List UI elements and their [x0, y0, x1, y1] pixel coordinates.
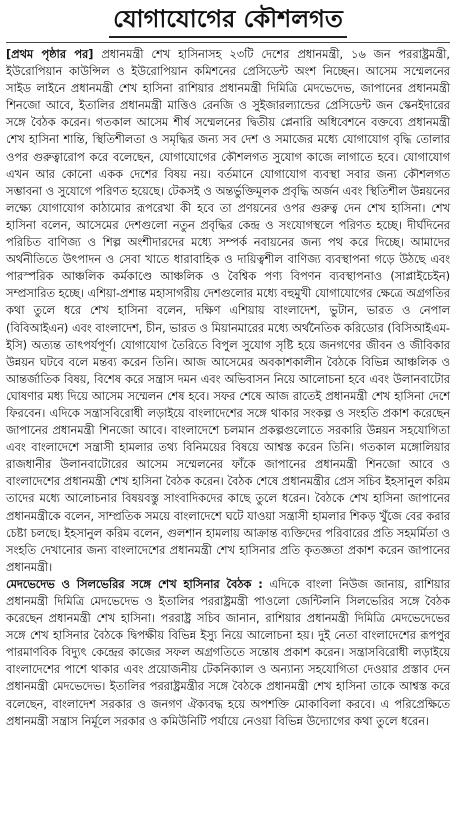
paragraph-2-text: এদিকে বাংলা নিউজ জানায়, রাশিয়ার প্রধানমন্ত্রী দিমিত্রি মেদভেদেভ ও ইতালির পররাষ্ট্রমন্ত্রী পাওলো জেন্টিলনি সিলভেরির সঙ্গে বৈঠক করেছেন প্রধানমন্ত্রী শেখ হাসিনা। পররাষ্ট্র সচিব জানান, রাশিয়ার প্রধানমন্ত্রী দিমিত্রি মেদভেদেভের সঙ্গে শেখ হাসিনার বৈঠকে দ্বিপক্ষীয় বিভিন্ন ইস্যু নিয়ে আলোচনা হয়। দুই নেতা বাংলাদেশের রূপপুর পারমাণবিক বিদ্যুৎ কেন্দ্রের কাজের সফল অগ্রগতিতে সন্তোষ প্রকাশ করেন। সন্ত্রাসবিরোধী লড়াইয়ে বাংলাদেশের পাশে থাকার এবং প্রয়োজনীয় টেকনিক্যাল ও অন্যান্য সহযোগিতা দেওয়ার প্রস্তাব দেন প্রধানমন্ত্রী মেদভেদেভ। ইতালির পররাষ্ট্রমন্ত্রীর সঙ্গে বৈঠকে প্রধানমন্ত্রী শেখ হাসিনা তাকে আশ্বস্ত করে বলেছেন, বাংলাদেশ সরকার ও জনগণ ঐক্যবদ্ধ হয়ে অপশক্তি মোকাবিলা করবে। এ পরিপ্রেক্ষিতে প্রধানমন্ত্রী সন্ত্রাস নির্মূলে সরকার ও কমিউনিটি পর্যায়ে নেওয়া বিভিন্ন উদ্যোগের কথা তুলে ধরেন। — [6, 577, 451, 728]
article-paragraph-2 — [6, 576, 450, 730]
headline-container — [6, 2, 450, 42]
article-body — [6, 46, 450, 730]
continuation-tag: [প্রথম পৃষ্ঠার পর] — [6, 48, 94, 61]
sub-heading: মেদভেদেভ ও সিলভেরির সঙ্গে শেখ হাসিনার বৈঠক : — [6, 577, 263, 591]
paragraph-1-text: প্রধানমন্ত্রী শেখ হাসিনাসহ ২৩টি দেশের প্রধানমন্ত্রী, ১৬ জন পররাষ্ট্রমন্ত্রী, ইউরোপিয়ান কাউন্সিল ও ইউরোপিয়ান কমিশনের প্রেসিডেন্ট অংশ নিচ্ছেন। আসেম সম্মেলনের সাইড লাইনে প্রধানমন্ত্রী শেখ হাসিনা রাশিয়ার প্রধানমন্ত্রী দিমিত্রি মেদভেদেভ, জাপানের প্রধানমন্ত্রী শিনজো আবে, ইতালির প্রধানমন্ত্রী মাত্তিও রেনজি ও সুইজারল্যান্ডের প্রেসিডেন্ট জন স্কেনইদারের সঙ্গে বৈঠক করেন। গতকাল আসেম শীর্ষ সম্মেলনের দ্বিতীয় প্লেনারি অধিবেশনে বক্তব্যে প্রধানমন্ত্রী শেখ হাসিনা শান্তি, স্থিতিশীলতা ও সমৃদ্ধির জন্য সব দেশ ও সমাজের মধ্যে যোগাযোগ বৃদ্ধি তোলার ওপর গুরুত্বারোপ করে বলেছেন, যোগাযোগের কৌশলগত সুযোগ কাজে লাগাতে হবে। যোগাযোগ এখন আর কোনো একক দেশের বিষয় নয়। বর্তমানে যোগাযোগ ব্যবস্থা সবার জন্য কৌশলগত সম্ভাবনা ও সুযোগে পরিণত হয়েছে। টেকসই ও অন্তর্ভুক্তিমূলক প্রবৃদ্ধি অর্জন এবং স্থিতিশীল উন্নয়নের লক্ষ্যে যোগাযোগ কাঠামোর রূপরেখা কী হবে তা প্রণয়নের ওপর গুরুত্ব দেন শেখ হাসিনা। শেখ হাসিনা বলেন, আসেমের দেশগুলো নতুন প্রবৃদ্ধির কেন্দ্র ও সংযোগস্থলে পরিণত হচ্ছে। দীর্ঘদিনের পরিচিত বাণিজ্য ও শিল্প অংশীদারদের মধ্যে সম্পর্ক নবায়নের জন্য পথ করে দিচ্ছে। আমাদের অর্থনীতিতে উৎপাদন ও সেবা খাতে ধারাবাহিক ও দায়িত্বশীল বাণিজ্য ব্যবস্থাপনা গড়ে উঠছে এবং পারস্পরিক আঞ্চলিক কর্মকাণ্ডে আঞ্চলিক ও বৈশ্বিক পণ্য বিপণন ব্যবস্থাপনাও (সাপ্লাইচেইন) সম্প্রসারিত হচ্ছে। এশিয়া-প্রশান্ত মহাসাগরীয় দেশগুলোর মধ্যে বহুমুখী যোগাযোগের ক্ষেত্রে অগ্রগতির কথা তুলে ধরে শেখ হাসিনা বলেন, দক্ষিণ এশিয়ায় বাংলাদেশ, ভুটান, ভারত ও নেপাল (বিবিআইএন) এবং বাংলাদেশ, চীন, ভারত ও মিয়ানমারের মধ্যে অর্থনৈতিক করিডোর (বিসিআইএম-ইসি) অত্যন্ত তাৎপর্যপূর্ণ। যোগাযোগ তৈরিতে বিপুল সুযোগ সৃষ্টি হয়ে জনগণের জীবন ও জীবিকার উন্নয়ন ঘটবে বলে মন্তব্য করেন তিনি। আজ আসেমের অবকাশকালীন বৈঠকে বিভিন্ন আঞ্চলিক ও আন্তর্জাতিক বিষয়, বিশেষ করে সন্ত্রাস দমন এবং অভিবাসন নিয়ে আলোচনা হবে এবং উলানবাটোর ঘোষণার মধ্য দিয়ে আসেম সম্মেলন শেষ হবে। সফর শেষে আজ রাতেই প্রধানমন্ত্রী শেখ হাসিনা দেশে ফিরবেন। এদিকে সন্ত্রাসবিরোধী লড়াইয়ে বাংলাদেশের সঙ্গে থাকার সংকল্প ও সংহতি প্রকাশ করেছেন জাপানের প্রধানমন্ত্রী শিনজো আবে। বাংলাদেশে চলমান প্রকল্পগুলোতে সরকারি উন্নয়ন সহযোগিতা এবং বাংলাদেশে সন্ত্রাসী হামলার তথ্য বিনিময়ের বিষয়ে আশ্বস্ত করেন তিনি। গতকাল মঙ্গোলিয়ার রাজধানীর উলানবাটোরের আসেম সম্মেলনের ফাঁকে জাপানের প্রধানমন্ত্রী শিনজো আবে ও বাংলাদেশের প্রধানমন্ত্রী শেখ হাসিনা বৈঠক করেন। বৈঠক শেষে প্রধানমন্ত্রীর প্রেস সচিব ইহসানুল করিম তাদের মধ্যে আলোচনার বিষয়বস্তু সাংবাদিকদের কাছে তুলে ধরেন। বৈঠকে শেখ হাসিনা জাপানের প্রধানমন্ত্রীকে বলেন, সাম্প্রতিক সময়ে বাংলাদেশে ঘটে যাওয়া সন্ত্রাসী হামলার শিকড় খুঁজে বের করার চেষ্টা চলছে। ইহসানুল করিম বলেন, গুলশান হামলায় আক্রান্ত ব্যক্তিদের পরিবারের প্রতি সহমর্মিতা ও সংহতি দেখানোর জন্য বাংলাদেশের প্রধানমন্ত্রী শেখ হাসিনার প্রতি কৃতজ্ঞতা প্রকাশ করেন জাপানের প্রধানমন্ত্রী। — [6, 48, 450, 574]
headline: যোগাযোগের কৌশলগত — [109, 2, 347, 38]
headline-rule — [6, 42, 450, 43]
article-paragraph-1 — [6, 46, 450, 576]
